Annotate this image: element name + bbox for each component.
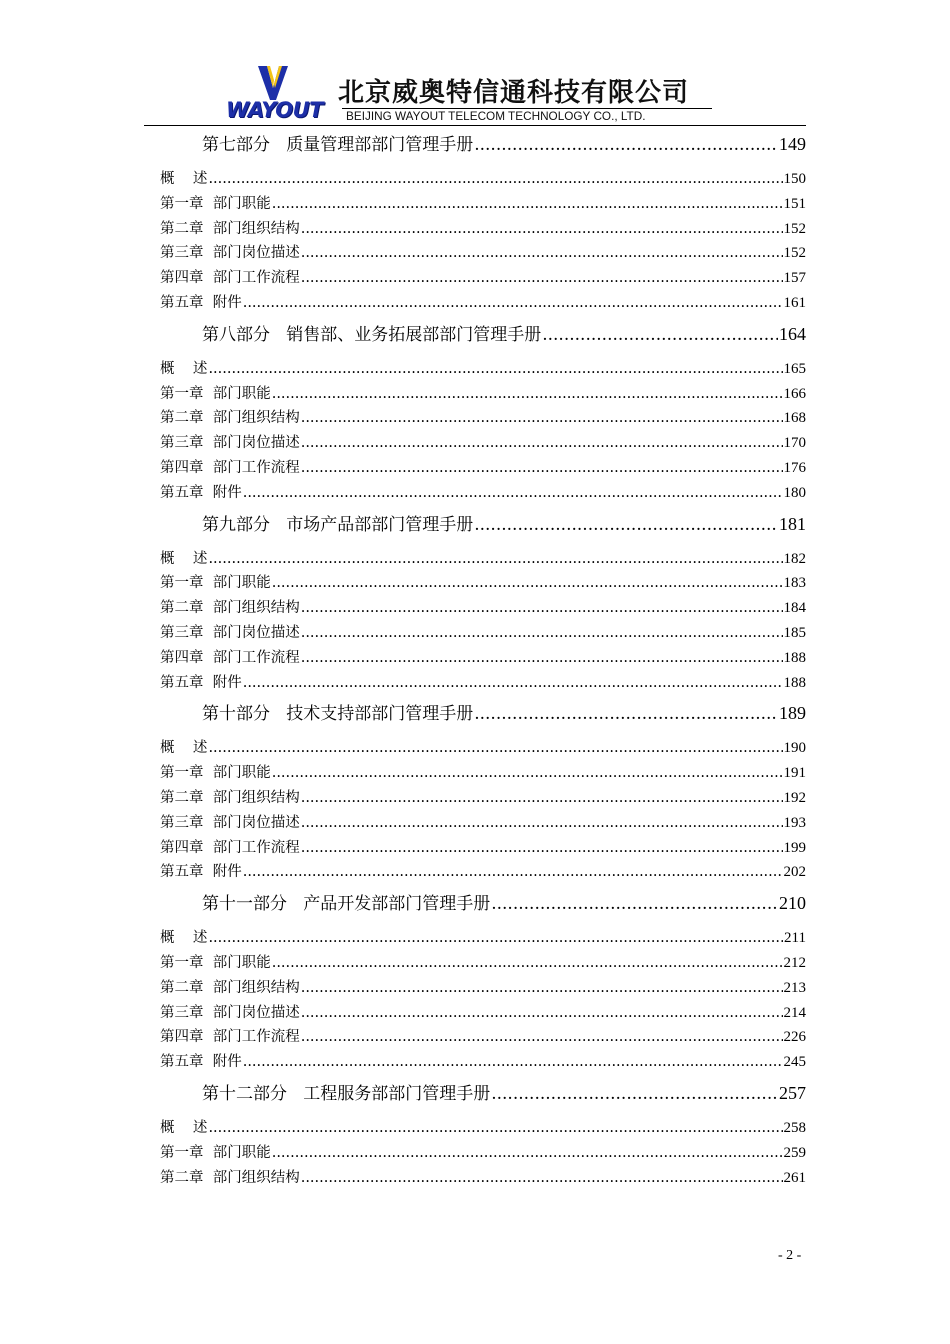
entry-title: 第三章 部门岗位描述: [160, 624, 300, 641]
entry-page-number: 176: [783, 459, 806, 476]
leader-dots: [272, 571, 783, 596]
part-page-number: 210: [779, 893, 806, 914]
entry-page-number: 152: [783, 245, 806, 262]
entry-title: 第一章 部门职能: [160, 385, 271, 402]
entry-page-number: 168: [783, 410, 806, 427]
leader-dots: [474, 507, 778, 543]
part-title: 第十一部分 产品开发部部门管理手册: [202, 894, 491, 915]
leader-dots: [301, 1001, 783, 1026]
leader-dots: [208, 1116, 782, 1141]
entry-page-number: 261: [783, 1169, 806, 1186]
toc-part-heading[interactable]: [202, 506, 806, 542]
entry-title: 第三章 部门岗位描述: [160, 435, 300, 452]
entry-title: 第二章 部门组织结构: [160, 979, 300, 996]
entry-page-number: 259: [783, 1144, 806, 1161]
leader-dots: [301, 646, 783, 671]
entry-page-number: 157: [783, 270, 806, 287]
leader-dots: [301, 836, 783, 861]
leader-dots: [491, 886, 778, 922]
entry-title: 概 述: [160, 930, 208, 947]
entry-page-number: 150: [783, 171, 806, 187]
part-title: 第九部分 市场产品部部门管理手册: [202, 514, 474, 535]
toc-entry[interactable]: [160, 811, 806, 836]
toc-part-heading[interactable]: [202, 316, 806, 352]
entry-page-number: 188: [783, 674, 806, 691]
toc-entry[interactable]: [160, 951, 806, 976]
toc-entry[interactable]: [160, 217, 806, 242]
entry-page-number: 182: [783, 550, 806, 567]
leader-dots: [243, 291, 783, 316]
leader-dots: [272, 382, 783, 407]
leader-dots: [542, 317, 778, 353]
entry-title: 第五章 附件: [160, 484, 242, 501]
entry-title: 第四章 部门工作流程: [160, 459, 300, 476]
toc-entry[interactable]: [160, 1116, 806, 1141]
entry-page-number: 199: [783, 839, 806, 856]
leader-dots: [243, 671, 783, 696]
entry-title: 第一章 部门职能: [160, 765, 271, 782]
leader-dots: [208, 926, 783, 951]
entry-page-number: 166: [783, 385, 806, 402]
entry-page-number: 202: [783, 864, 806, 881]
leader-dots: [301, 1025, 783, 1050]
leader-dots: [243, 860, 783, 885]
entry-title: 第四章 部门工作流程: [160, 270, 300, 287]
toc-entry[interactable]: [160, 1166, 806, 1191]
entry-page-number: 245: [783, 1054, 806, 1071]
leader-dots: [301, 431, 783, 456]
entry-page-number: 212: [783, 954, 806, 971]
toc-entry[interactable]: [160, 167, 806, 192]
toc-part-heading[interactable]: [202, 885, 806, 921]
toc-entry[interactable]: [160, 786, 806, 811]
toc-entry[interactable]: [160, 357, 806, 382]
entry-page-number: 258: [783, 1119, 806, 1136]
toc-entry[interactable]: [160, 596, 806, 621]
entry-title: 第二章 部门组织结构: [160, 1169, 300, 1186]
leader-dots: [474, 696, 778, 732]
leader-dots: [491, 1076, 778, 1112]
toc-entry[interactable]: [160, 431, 806, 456]
entry-title: 概 述: [160, 360, 208, 377]
entry-page-number: 214: [783, 1004, 806, 1021]
leader-dots: [301, 241, 783, 266]
leader-dots: [301, 786, 783, 811]
page-number: - 2 -: [778, 1248, 802, 1263]
leader-dots: [301, 596, 783, 621]
v-logo-icon: [258, 66, 288, 100]
leader-dots: [272, 761, 783, 786]
entry-title: 第一章 部门职能: [160, 195, 271, 212]
entry-title: 第二章 部门组织结构: [160, 789, 300, 806]
leader-dots: [301, 621, 783, 646]
page-header: [0, 0, 950, 130]
entry-title: 第五章 附件: [160, 864, 242, 881]
entry-title: 第五章 附件: [160, 674, 242, 691]
leader-dots: [272, 1141, 783, 1166]
toc-entry[interactable]: [160, 736, 806, 761]
part-page-number: 189: [779, 703, 806, 724]
entry-title: 第三章 部门岗位描述: [160, 814, 300, 831]
entry-title: 概 述: [160, 740, 208, 757]
logo-wordmark: WAYOUT: [226, 98, 323, 122]
entry-title: 第三章 部门岗位描述: [160, 1004, 300, 1021]
toc-entry[interactable]: [160, 406, 806, 431]
toc-entry[interactable]: [160, 1141, 806, 1166]
toc-entry[interactable]: [160, 291, 806, 316]
entry-page-number: 165: [783, 360, 806, 377]
part-title: 第七部分 质量管理部部门管理手册: [202, 135, 474, 155]
leader-dots: [272, 192, 783, 217]
entry-page-number: 161: [783, 294, 806, 311]
entry-page-number: 152: [783, 220, 806, 237]
leader-dots: [301, 456, 783, 481]
leader-dots: [208, 547, 782, 572]
entry-page-number: 193: [783, 814, 806, 831]
company-name-en: BEIJING WAYOUT TELECOM TECHNOLOGY CO., LTD.: [346, 109, 646, 123]
entry-page-number: 188: [783, 649, 806, 666]
leader-dots: [301, 1166, 783, 1191]
toc-entry[interactable]: [160, 621, 806, 646]
toc-entry[interactable]: [160, 671, 806, 696]
toc-part-heading[interactable]: [202, 1075, 806, 1111]
entry-title: 第二章 部门组织结构: [160, 600, 300, 617]
leader-dots: [272, 951, 783, 976]
entry-page-number: 180: [783, 484, 806, 501]
entry-title: 第二章 部门组织结构: [160, 220, 300, 237]
entry-title: 概 述: [160, 1119, 208, 1136]
toc-entry[interactable]: [160, 860, 806, 885]
leader-dots: [208, 736, 782, 761]
leader-dots: [208, 357, 782, 382]
entry-title: 概 述: [160, 550, 208, 567]
entry-title: 第四章 部门工作流程: [160, 839, 300, 856]
toc-entry[interactable]: [160, 836, 806, 861]
toc-entry[interactable]: [160, 266, 806, 291]
toc-entry[interactable]: [160, 241, 806, 266]
entry-title: 概 述: [160, 171, 208, 187]
entry-page-number: 211: [784, 930, 806, 947]
entry-page-number: 191: [783, 765, 806, 782]
part-page-number: 149: [779, 134, 806, 154]
entry-title: 第四章 部门工作流程: [160, 1029, 300, 1046]
entry-title: 第五章 附件: [160, 294, 242, 311]
leader-dots: [474, 127, 778, 163]
entry-page-number: 185: [783, 624, 806, 641]
leader-dots: [301, 217, 783, 242]
leader-dots: [301, 266, 783, 291]
toc-entry[interactable]: [160, 976, 806, 1001]
toc-part-heading[interactable]: [202, 695, 806, 731]
entry-title: 第二章 部门组织结构: [160, 410, 300, 427]
entry-page-number: 213: [783, 979, 806, 996]
entry-title: 第三章 部门岗位描述: [160, 245, 300, 262]
toc-entry[interactable]: [160, 646, 806, 671]
toc-entry[interactable]: [160, 571, 806, 596]
toc-entry[interactable]: [160, 926, 806, 951]
entry-page-number: 190: [783, 740, 806, 757]
entry-title: 第五章 附件: [160, 1054, 242, 1071]
entry-page-number: 184: [783, 600, 806, 617]
entry-page-number: 226: [783, 1029, 806, 1046]
entry-page-number: 183: [783, 575, 806, 592]
toc-entry[interactable]: [160, 192, 806, 217]
leader-dots: [243, 481, 783, 506]
entry-title: 第四章 部门工作流程: [160, 649, 300, 666]
part-page-number: 257: [779, 1082, 806, 1103]
leader-dots: [301, 811, 783, 836]
leader-dots: [208, 167, 782, 192]
leader-dots: [301, 976, 783, 1001]
toc-entry[interactable]: [160, 382, 806, 407]
toc-part-heading[interactable]: [202, 126, 806, 162]
leader-dots: [243, 1050, 783, 1075]
table-of-contents: [160, 126, 806, 1190]
part-title: 第十部分 技术支持部部门管理手册: [202, 704, 474, 725]
company-name-cn: 北京威奥特信通科技有限公司: [338, 78, 690, 108]
entry-page-number: 192: [783, 789, 806, 806]
part-page-number: 181: [779, 513, 806, 534]
toc-entry[interactable]: [160, 761, 806, 786]
entry-title: 第一章 部门职能: [160, 1144, 271, 1161]
entry-page-number: 170: [783, 435, 806, 452]
part-title: 第八部分 销售部、业务拓展部部门管理手册: [202, 324, 542, 345]
part-page-number: 164: [779, 323, 806, 344]
toc-entry[interactable]: [160, 1025, 806, 1050]
leader-dots: [301, 406, 783, 431]
entry-title: 第一章 部门职能: [160, 954, 271, 971]
toc-entry[interactable]: [160, 1001, 806, 1026]
entry-page-number: 151: [783, 195, 806, 212]
toc-entry[interactable]: [160, 547, 806, 572]
toc-entry[interactable]: [160, 1050, 806, 1075]
part-title: 第十二部分 工程服务部部门管理手册: [202, 1083, 491, 1104]
company-logo: [226, 68, 323, 124]
toc-entry[interactable]: [160, 456, 806, 481]
entry-title: 第一章 部门职能: [160, 575, 271, 592]
toc-entry[interactable]: [160, 481, 806, 506]
